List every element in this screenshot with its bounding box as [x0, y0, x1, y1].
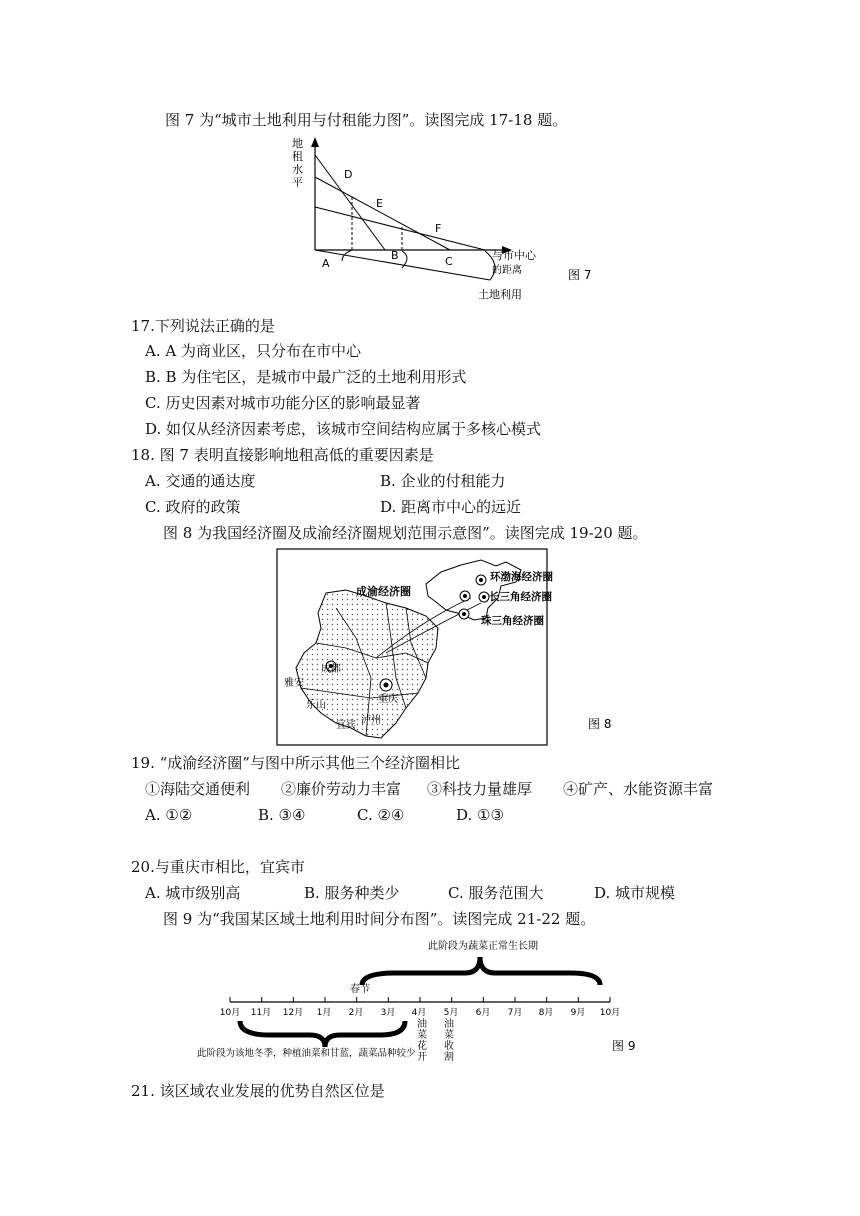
month-label: 12月 [282, 1008, 304, 1018]
timeline-ticks [230, 997, 610, 1002]
y-label-char: 水 [292, 163, 303, 176]
label-e: E [376, 197, 383, 210]
intro-fig9: 图 9 为“我国某区域土地利用时间分布图”。读图完成 21-22 题。 [163, 910, 596, 928]
label-yaan: 雅安 [284, 678, 304, 689]
month-label: 3月 [380, 1008, 396, 1018]
q19-item-3: ③科技力量雄厚 [427, 780, 533, 798]
month-label: 5月 [443, 1008, 459, 1018]
chunjie-label: 春节 [350, 984, 370, 995]
label-luzhou: 泸州 [361, 715, 381, 726]
bottom-note: 此阶段为该地冬季，种植油菜和甘蓝，蔬菜品种较少 [197, 1048, 416, 1059]
label-b: B [391, 249, 399, 262]
q19-option-d: D. ①③ [456, 806, 504, 824]
label-chongqing: 重庆 [378, 694, 398, 705]
figure-7-land-rent-diagram [280, 135, 610, 305]
question-20-stem: 20.与重庆市相比，宜宾市 [131, 858, 305, 876]
q19-item-1: ①海陆交通便利 [145, 780, 251, 798]
label-zhusanjiao: 珠三角经济圈 [481, 615, 544, 627]
label-c: C [445, 255, 453, 268]
q17-option-b: B. B 为住宅区，是城市中最广泛的土地利用形式 [145, 368, 467, 386]
y-label-char: 平 [292, 176, 303, 189]
top-brace [362, 957, 600, 985]
bottom-brace [240, 1021, 405, 1047]
question-21-stem: 21. 该区域农业发展的优势自然区位是 [131, 1082, 385, 1100]
question-17-stem: 17.下列说法正确的是 [131, 317, 275, 335]
month-label: 2月 [348, 1008, 364, 1018]
q19-option-a: A. ①② [145, 806, 193, 824]
label-d: D [344, 168, 353, 181]
q17-option-c: C. 历史因素对城市功能分区的影响最显著 [145, 394, 421, 412]
month-label: 7月 [507, 1008, 523, 1018]
q20-option-c: C. 服务范围大 [448, 884, 544, 902]
y-label-char: 租 [292, 150, 303, 163]
question-19-stem: 19. “成渝经济圈”与图中所示其他三个经济圈相比 [131, 754, 460, 772]
q18-option-a: A. 交通的通达度 [145, 472, 256, 490]
q20-option-a: A. 城市级别高 [145, 884, 241, 902]
rent-line-f [315, 207, 485, 250]
label-huanbohai: 环渤海经济圈 [490, 571, 553, 583]
label-chengdu: 成都 [321, 664, 341, 675]
month-label: 8月 [538, 1008, 554, 1018]
figure-7-caption: 图 7 [568, 268, 592, 282]
rent-line-e [315, 177, 450, 250]
figure-9-land-use-timeline [190, 935, 660, 1075]
intro-fig7: 图 7 为“城市土地利用与付租能力图”。读图完成 17-18 题。 [165, 111, 568, 129]
youcai-kaihua-label: 油菜花开 [417, 1019, 427, 1063]
q19-item-4: ④矿产、水能资源丰富 [563, 780, 714, 798]
top-note: 此阶段为蔬菜正常生长期 [428, 941, 538, 952]
x-axis-label: 与市中心 [492, 249, 536, 262]
figure-8-economic-circle-map [276, 548, 656, 748]
q19-option-c: C. ②④ [357, 806, 405, 824]
month-label: 10月 [219, 1008, 241, 1018]
youcai-shouge-label: 油菜收割 [444, 1019, 454, 1063]
q19-option-b: B. ③④ [258, 806, 306, 824]
x-axis-label-2: 的距离 [492, 265, 522, 276]
label-yibin: 宜宾 [336, 720, 356, 731]
y-label-char: 地 [292, 137, 303, 150]
month-label: 6月 [475, 1008, 491, 1018]
question-18-stem: 18. 图 7 表明直接影响地租高低的重要因素是 [131, 446, 434, 464]
q18-option-c: C. 政府的政策 [145, 498, 241, 516]
label-chengyu: 成渝经济圈 [356, 585, 411, 598]
q19-item-2: ②廉价劳动力丰富 [281, 780, 402, 798]
figure-9-caption: 图 9 [612, 1039, 636, 1053]
label-f: F [435, 222, 442, 235]
q18-option-d: D. 距离市中心的远近 [380, 498, 522, 516]
q20-option-b: B. 服务种类少 [304, 884, 400, 902]
figure-8-caption: 图 8 [588, 717, 612, 731]
label-changsanjiao: 长三角经济圈 [489, 591, 552, 603]
land-use-label: 土地利用 [478, 288, 522, 301]
q17-option-a: A. A 为商业区，只分布在市中心 [145, 342, 361, 360]
label-a: A [322, 257, 330, 270]
intro-fig8: 图 8 为我国经济圈及成渝经济圈规划范围示意图”。读图完成 19-20 题。 [163, 524, 648, 542]
month-label: 11月 [250, 1008, 272, 1018]
month-label: 1月 [316, 1008, 332, 1018]
q20-option-d: D. 城市规模 [594, 884, 676, 902]
q17-option-d: D. 如仅从经济因素考虑，该城市空间结构应属于多核心模式 [145, 420, 542, 438]
label-leshan: 乐山 [306, 700, 326, 711]
month-label: 9月 [570, 1008, 586, 1018]
month-label: 4月 [411, 1008, 427, 1018]
q18-option-b: B. 企业的付租能力 [380, 472, 506, 490]
month-label: 10月 [599, 1008, 621, 1018]
